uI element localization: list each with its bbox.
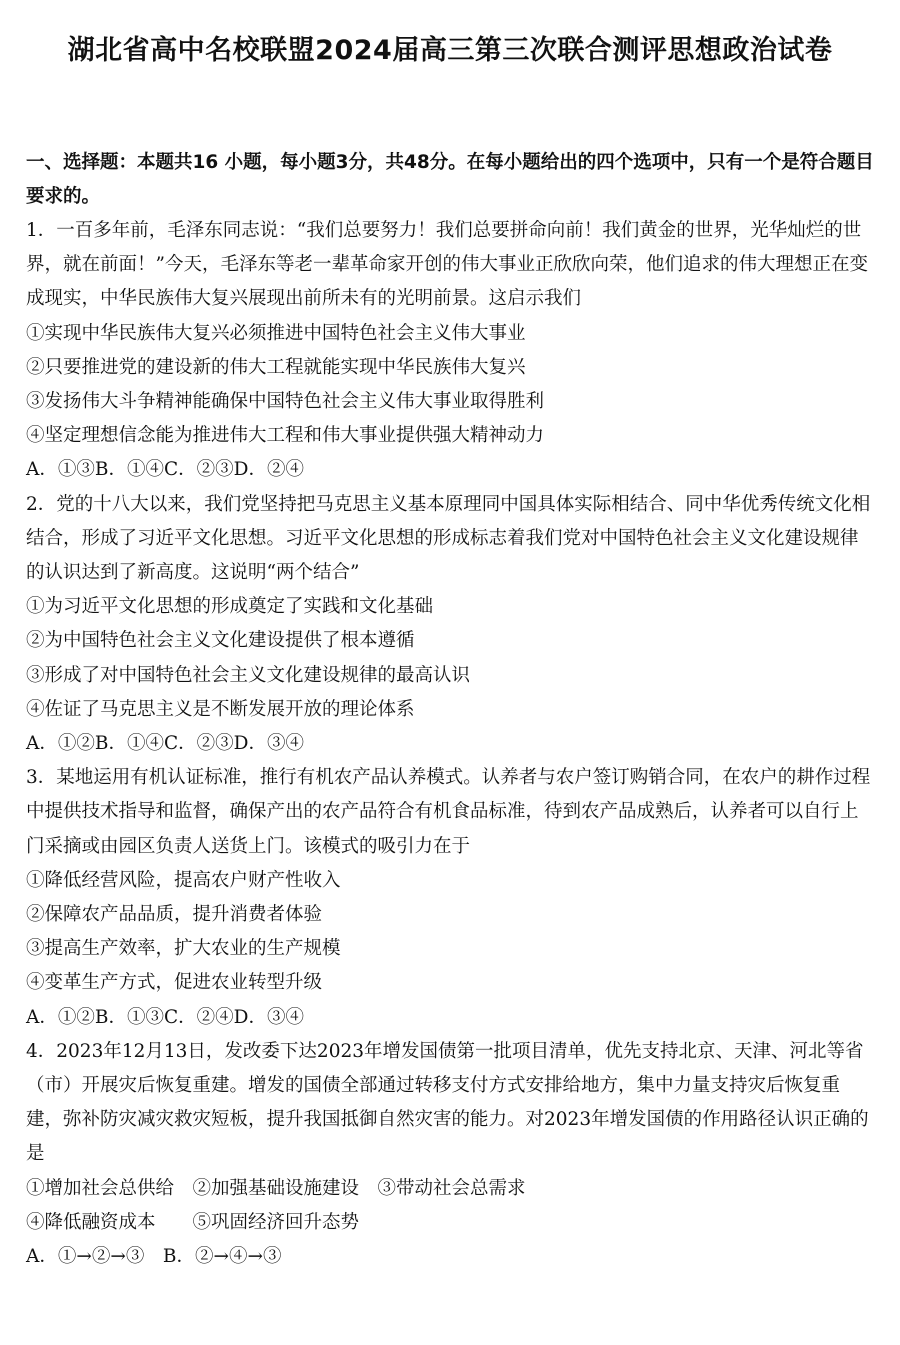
question-1 bbox=[26, 214, 876, 488]
question-option: ③发扬伟大斗争精神能确保中国特色社会主义伟大事业取得胜利 bbox=[26, 391, 545, 413]
question-option: ④变革生产方式，促进农业转型升级 bbox=[26, 972, 323, 994]
question-option: ③形成了对中国特色社会主义文化建设规律的最高认识 bbox=[26, 664, 471, 686]
question-option: ②保障农产品品质，提升消费者体验 bbox=[26, 904, 323, 926]
answer-choices: A．①②B．①④C．②③D．③④ bbox=[26, 733, 304, 755]
question-option: ①为习近平文化思想的形成奠定了实践和文化基础 bbox=[26, 596, 434, 618]
question-2 bbox=[26, 488, 876, 762]
question-3 bbox=[26, 761, 876, 1035]
question-option: ②只要推进党的建设新的伟大工程就能实现中华民族伟大复兴 bbox=[26, 356, 526, 378]
section-header: 一、选择题：本题共16 小题，每小题3分，共48分。在每小题给出的四个选项中，只有一个是符合题目要求的。 bbox=[26, 152, 874, 207]
question-option: ④坚定理想信念能为推进伟大工程和伟大事业提供强大精神动力 bbox=[26, 425, 545, 447]
question-option: ②为中国特色社会主义文化建设提供了根本遵循 bbox=[26, 630, 415, 652]
question-stem: 2．党的十八大以来，我们党坚持把马克思主义基本原理同中国具体实际相结合、同中华优秀传统文化相结合，形成了习近平文化思想。习近平文化思想的形成标志着我们党对中国特色社会主义文化建设规律的认识达到了新高度。这说明“两个结合” bbox=[26, 493, 871, 584]
question-4 bbox=[26, 1035, 876, 1274]
page-title: 湖北省高中名校联盟2024届高三第三次联合测评思想政治试卷 bbox=[67, 35, 833, 66]
question-option: ④佐证了马克思主义是不断发展开放的理论体系 bbox=[26, 698, 415, 720]
question-stem: 3．某地运用有机认证标准，推行有机农产品认养模式。认养者与农户签订购销合同，在农户的耕作过程中提供技术指导和监督，确保产出的农产品符合有机食品标准，待到农产品成熟后，认养者可以自行上门采摘或由园区负责人送货上门。该模式的吸引力在于 bbox=[26, 767, 871, 857]
question-stem: 1．一百多年前，毛泽东同志说：“我们总要努力！我们总要拼命向前！我们黄金的世界，光华灿烂的世界，就在前面！”今天，毛泽东等老一辈革命家开创的伟大事业正欣欣向荣，他们追求的伟大理想正在变成现实，中华民族伟大复兴展现出前所未有的光明前景。这启示我们 bbox=[26, 220, 868, 310]
question-option: ③提高生产效率，扩大农业的生产规模 bbox=[26, 938, 341, 960]
answer-choices: A．①②B．①③C．②④D．③④ bbox=[26, 1006, 304, 1028]
question-option: ①降低经营风险，提高农户财产性收入 bbox=[26, 869, 341, 891]
answer-choices: A．①→②→③ B．②→④→③ bbox=[26, 1246, 282, 1268]
question-stem: 4．2023年12月13日，发改委下达2023年增发国债第一批项目清单，优先支持北京、天津、河北等省（市）开展灾后恢复重建。增发的国债全部通过转移支付方式安排给地方，集中力量支持灾后恢复重建，弥补防灾减灾救灾短板，提升我国抵御自然灾害的能力。对2023年增发国债的作用路径认识正确的是 bbox=[26, 1040, 869, 1165]
question-option: ①增加社会总供给 ②加强基础设施建设 ③带动社会总需求 bbox=[26, 1177, 526, 1199]
question-option: ④降低融资成本 ⑤巩固经济回升态势 bbox=[26, 1211, 360, 1233]
question-option: ①实现中华民族伟大复兴必须推进中国特色社会主义伟大事业 bbox=[26, 322, 526, 344]
answer-choices: A．①③B．①④C．②③D．②④ bbox=[26, 459, 304, 481]
exam-content bbox=[26, 146, 876, 1274]
